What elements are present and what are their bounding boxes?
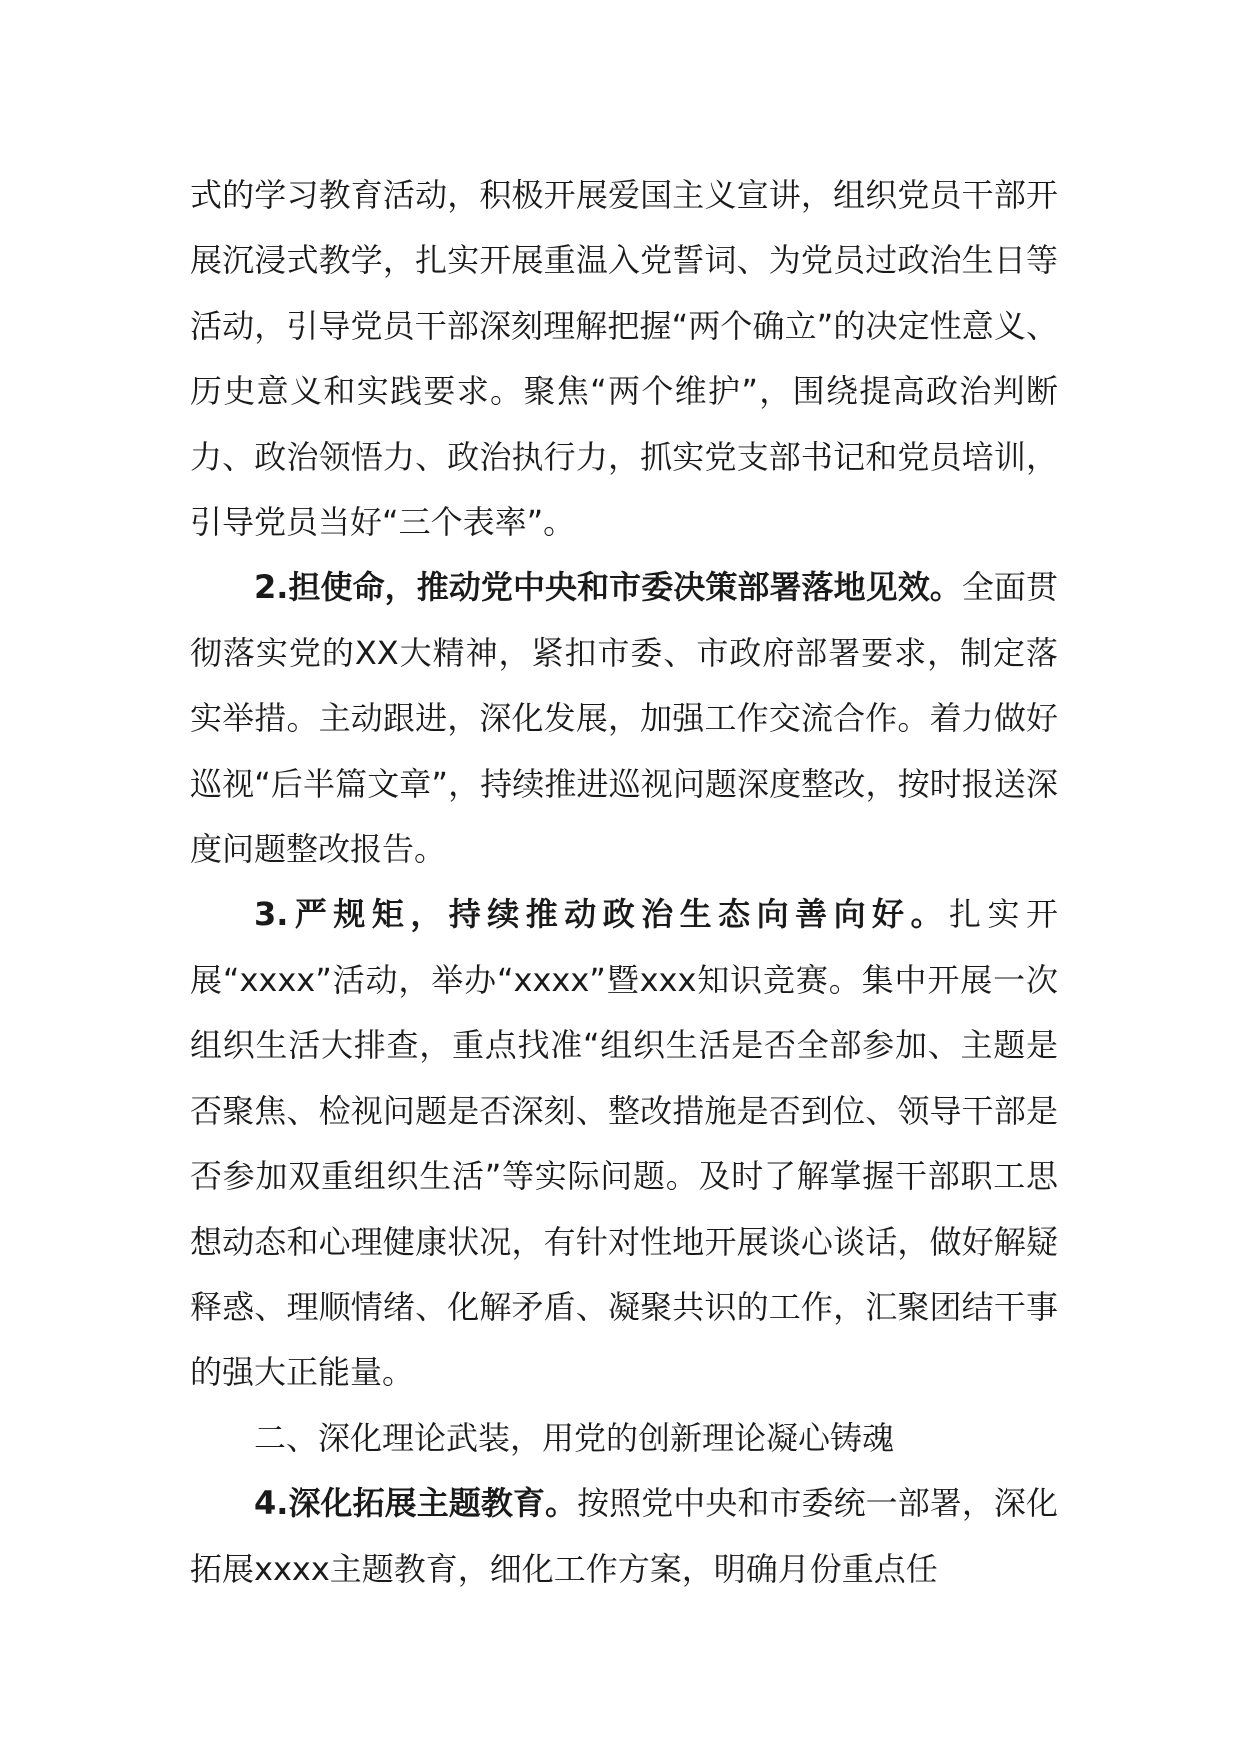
paragraph-3 xyxy=(190,882,1058,1405)
paragraph-heading: 2.担使命，推动党中央和市委决策部署落地见效。 xyxy=(254,568,962,607)
paragraph-heading: 4.深化拓展主题教育。 xyxy=(254,1484,578,1523)
paragraph-continuation xyxy=(190,163,1058,555)
section-heading-text: 二、深化理论武装，用党的创新理论凝心铸魂 xyxy=(254,1418,895,1457)
paragraph-text: 全面贯彻落实党的XX大精神，紧扣市委、市政府部署要求，制定落实举措。主动跟进，深化发展，加强工作交流合作。着力做好巡视“后半篇文章”，持续推进巡视问题深度整改，按时报送深度问题整改报告。 xyxy=(190,568,1058,869)
paragraph-text: 按照党中央和市委统一部署，深化拓展xxxx主题教育，细化工作方案，明确月份重点任 xyxy=(190,1484,1058,1588)
paragraph-text: 扎实开展“xxxx”活动，举办“xxxx”暨xxx知识竞赛。集中开展一次组织生活大排查，重点找准“组织生活是否全部参加、主题是否聚焦、检视问题是否深刻、整改措施是否到位、领导干部是否参加双重组织生活”等实际问题。及时了解掌握干部职工思想动态和心理健康状况，有针对性地开展谈心谈话，做好解疑释惑、理顺情绪、化解矛盾、凝聚共识的工作，汇聚团结干事的强大正能量。 xyxy=(190,895,1058,1392)
paragraph-heading: 3.严规矩，持续推动政治生态向善向好。 xyxy=(254,895,950,934)
section-heading-2 xyxy=(190,1406,1058,1471)
paragraph-2 xyxy=(190,555,1058,882)
paragraph-text: 式的学习教育活动，积极开展爱国主义宣讲，组织党员干部开展沉浸式教学，扎实开展重温入党誓词、为党员过政治生日等活动，引导党员干部深刻理解把握“两个确立”的决定性意义、历史意义和实践要求。聚焦“两个维护”，围绕提高政治判断力、政治领悟力、政治执行力，抓实党支部书记和党员培训，引导党员当好“三个表率”。 xyxy=(190,176,1058,542)
document-body xyxy=(190,163,1058,1602)
paragraph-4 xyxy=(190,1471,1058,1602)
